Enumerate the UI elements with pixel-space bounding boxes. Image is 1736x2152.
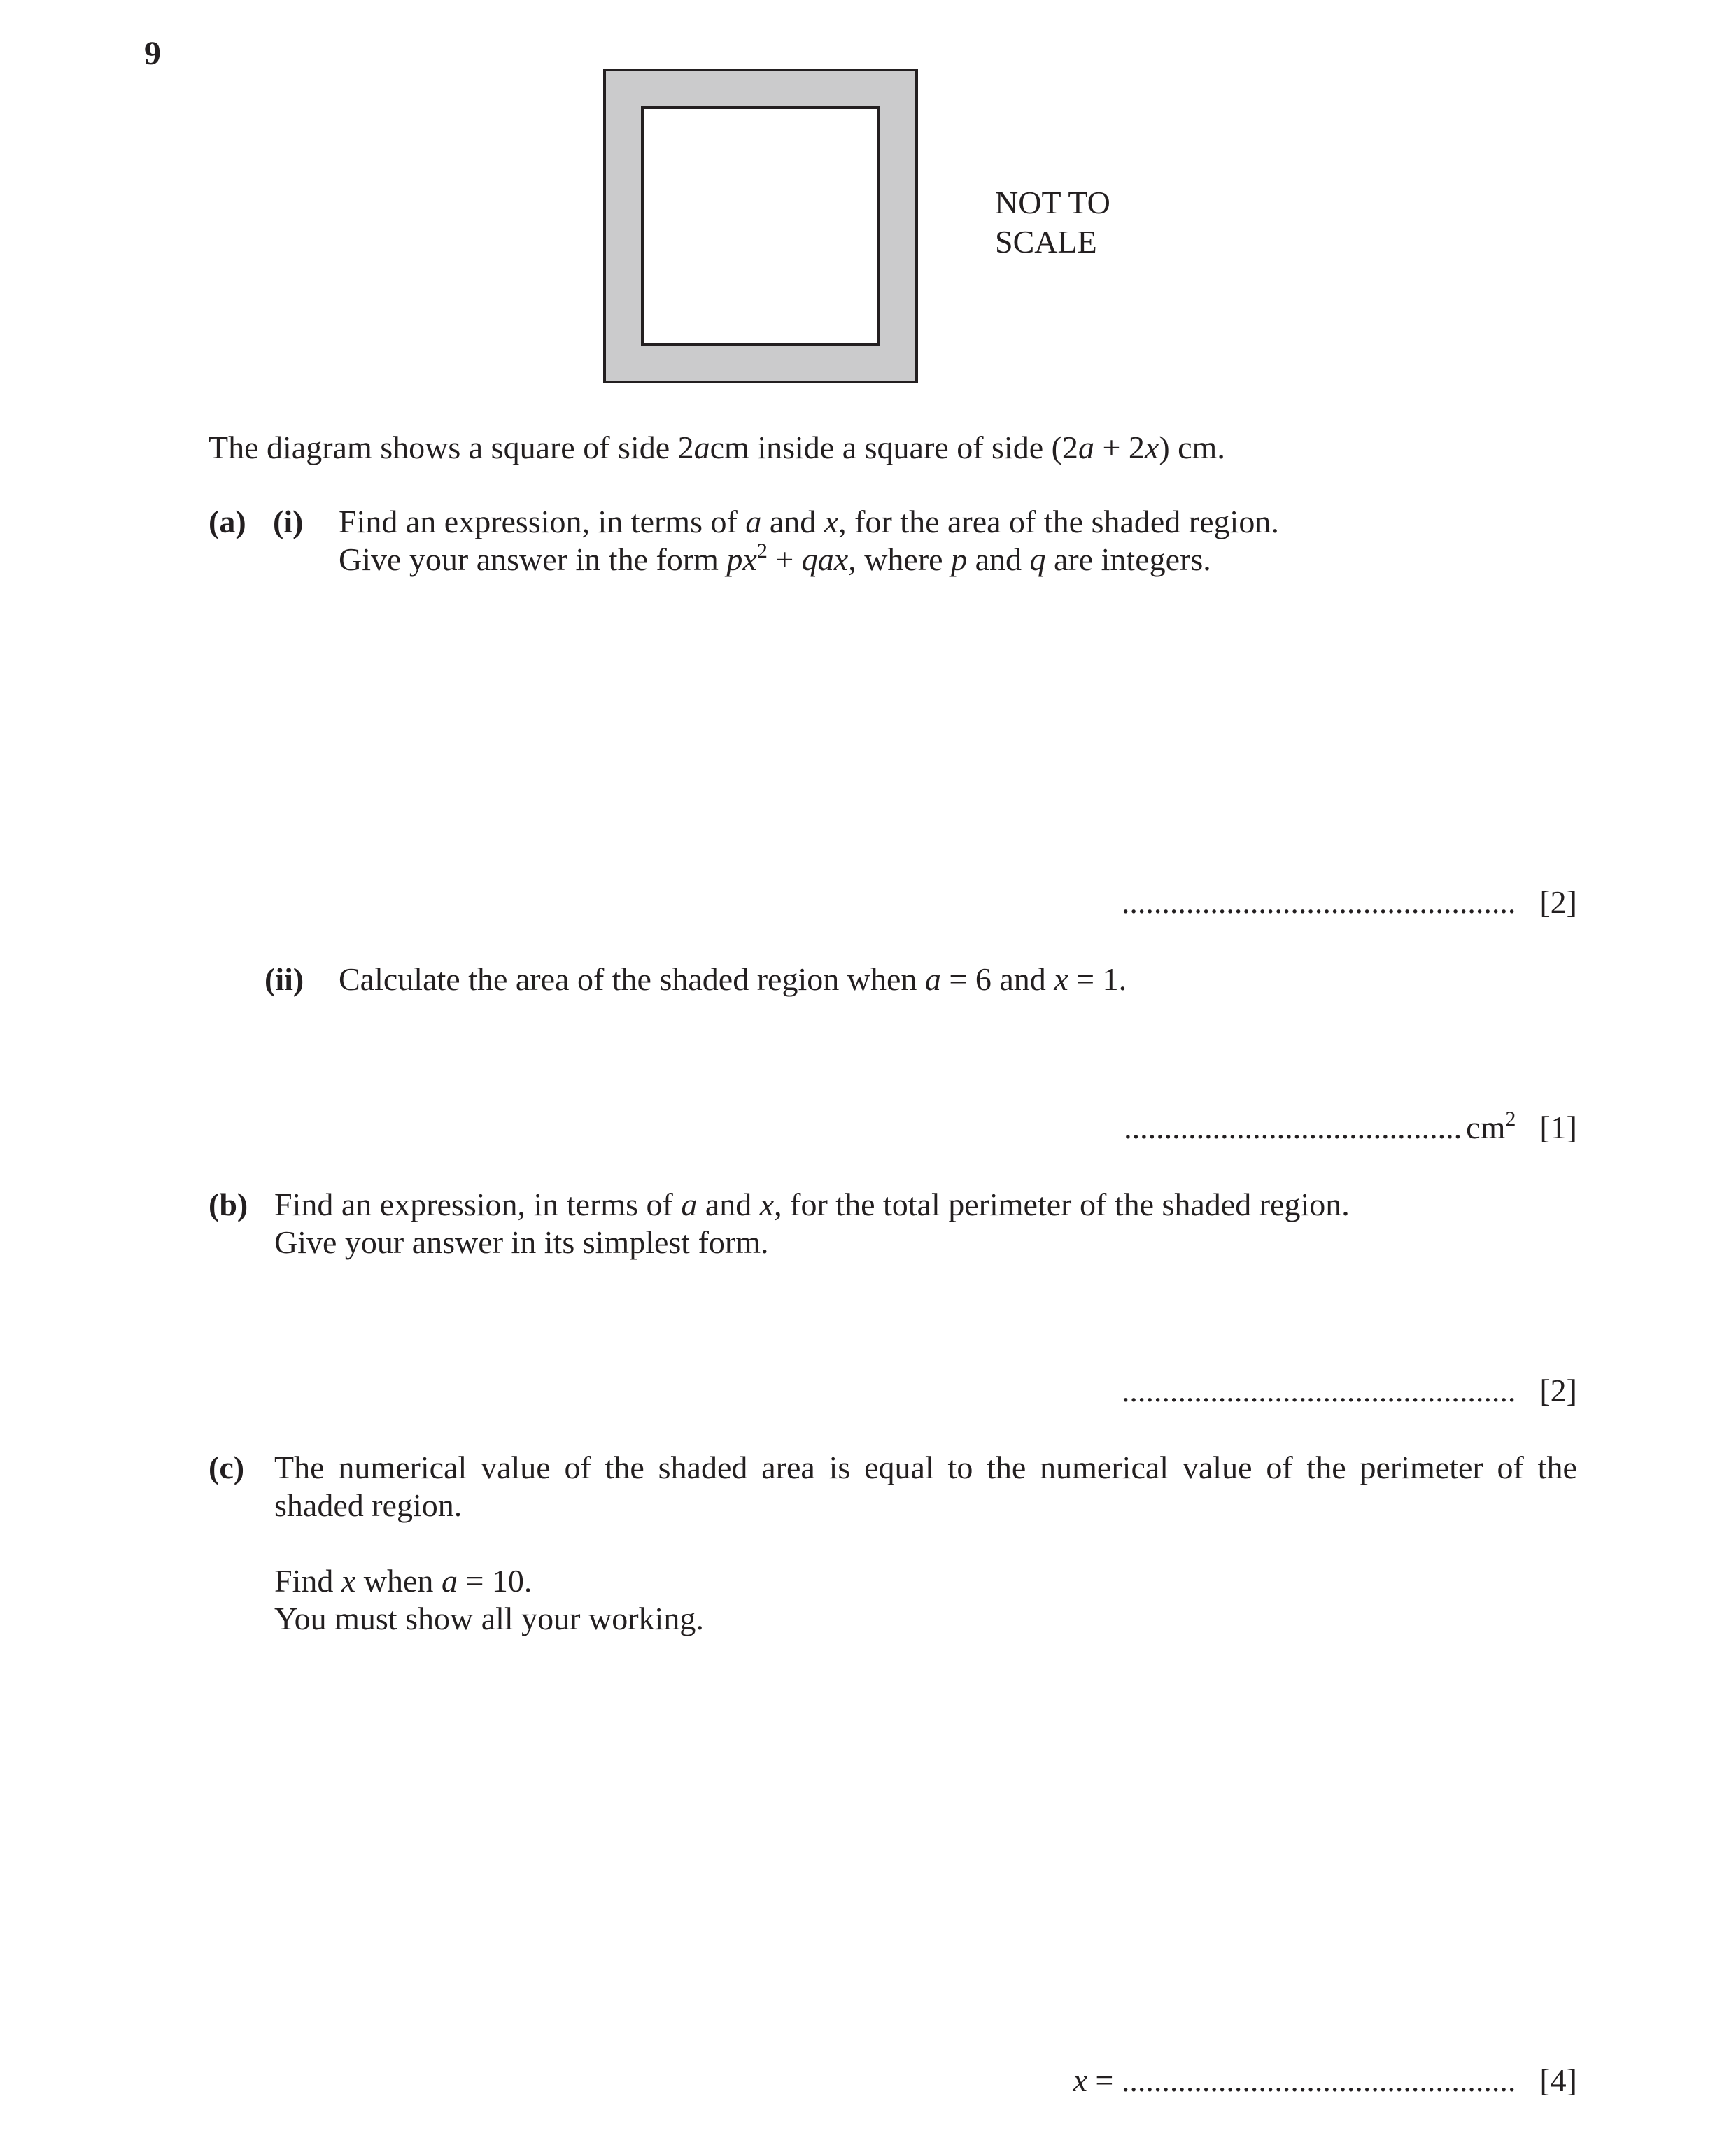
text: and bbox=[697, 1187, 760, 1222]
unit bbox=[1466, 1108, 1516, 1147]
not-to-scale-note bbox=[995, 183, 1110, 262]
square-frame-diagram bbox=[603, 69, 918, 383]
word: shaded bbox=[658, 1450, 748, 1485]
word: perimeter bbox=[1360, 1450, 1483, 1485]
word: the bbox=[1306, 1450, 1346, 1485]
text: Find bbox=[274, 1563, 341, 1599]
text: and bbox=[967, 541, 1030, 577]
answer-line-a-ii[interactable] bbox=[1124, 1108, 1577, 1147]
unit-text: cm bbox=[1466, 1110, 1506, 1145]
question-stem bbox=[209, 428, 1225, 467]
part-b-line-2: Give your answer in its simplest form. bbox=[274, 1224, 769, 1260]
unit-superscript: 2 bbox=[1505, 1107, 1516, 1131]
part-a-i-line-2 bbox=[339, 540, 1211, 579]
inner-square bbox=[642, 108, 879, 344]
text: are integers. bbox=[1045, 541, 1211, 577]
var-a: a bbox=[745, 504, 762, 539]
var-a: a bbox=[681, 1187, 698, 1222]
var-p: p bbox=[951, 541, 968, 577]
var-a: a bbox=[441, 1563, 458, 1599]
text: when bbox=[355, 1563, 442, 1599]
answer-dots[interactable]: ................................................. bbox=[1121, 2062, 1516, 2098]
answer-dots[interactable]: ................................................. bbox=[1121, 884, 1516, 920]
text: + bbox=[767, 541, 802, 577]
answer-line-c[interactable] bbox=[1073, 2061, 1577, 2100]
var-x: x bbox=[759, 1187, 775, 1222]
var-a: a bbox=[924, 961, 941, 997]
text: = 6 and bbox=[940, 961, 1054, 997]
part-c-line-4: You must show all your working. bbox=[274, 1601, 704, 1636]
stem-var-a2: a bbox=[1078, 430, 1094, 465]
text: , where bbox=[848, 541, 952, 577]
var-q: q bbox=[1029, 541, 1046, 577]
word: value bbox=[1182, 1450, 1252, 1485]
text: = 10. bbox=[457, 1563, 532, 1599]
answer-eq: = bbox=[1087, 2062, 1122, 2098]
expr-px: px bbox=[726, 541, 757, 577]
marks: [2] bbox=[1539, 884, 1577, 920]
marks: [2] bbox=[1539, 1373, 1577, 1408]
text: Find an expression, in terms of bbox=[274, 1187, 682, 1222]
text: , for the total perimeter of the shaded region. bbox=[774, 1187, 1350, 1222]
word: of bbox=[564, 1450, 591, 1485]
word: area bbox=[761, 1450, 815, 1485]
word: equal bbox=[864, 1450, 934, 1485]
word: of bbox=[1266, 1450, 1293, 1485]
text: Calculate the area of the shaded region when bbox=[339, 961, 925, 997]
part-a-i-line-1 bbox=[339, 502, 1279, 541]
word: numerical bbox=[1040, 1450, 1169, 1485]
part-a-ii-label: (ii) bbox=[264, 961, 304, 997]
text: = 1. bbox=[1068, 961, 1127, 997]
word: The bbox=[274, 1450, 325, 1485]
word: numerical bbox=[338, 1450, 467, 1485]
part-c-line-2: shaded region. bbox=[274, 1487, 463, 1523]
text: Give your answer in the form bbox=[339, 541, 727, 577]
part-b-label: (b) bbox=[209, 1187, 248, 1222]
part-c-line-3 bbox=[274, 1562, 532, 1600]
note-line-1: NOT TO bbox=[995, 185, 1110, 220]
answer-line-a-i[interactable] bbox=[1122, 883, 1577, 921]
part-c-label: (c) bbox=[209, 1450, 245, 1485]
word: of bbox=[1497, 1450, 1524, 1485]
answer-line-b[interactable] bbox=[1122, 1371, 1577, 1410]
word: value bbox=[481, 1450, 551, 1485]
stem-var-x: x bbox=[1144, 430, 1159, 465]
answer-dots[interactable]: ................................................. bbox=[1121, 1373, 1516, 1408]
part-a-label: (a) bbox=[209, 504, 246, 539]
word: the bbox=[1537, 1450, 1577, 1485]
word: is bbox=[828, 1450, 851, 1485]
part-b-line-1 bbox=[274, 1185, 1350, 1224]
marks: [1] bbox=[1539, 1110, 1577, 1145]
stem-mid: cm inside a square of side (2 bbox=[710, 430, 1078, 465]
part-a-i-label: (i) bbox=[273, 504, 304, 539]
stem-pre: The diagram shows a square of side 2 bbox=[209, 430, 694, 465]
marks: [4] bbox=[1539, 2062, 1577, 2098]
stem-var-a: a bbox=[693, 430, 710, 465]
word: to bbox=[947, 1450, 973, 1485]
var-x: x bbox=[1054, 961, 1068, 997]
answer-dots[interactable]: .......................................... bbox=[1124, 1110, 1462, 1145]
var-x: x bbox=[824, 504, 839, 539]
stem-post: ) cm. bbox=[1159, 430, 1225, 465]
note-line-2: SCALE bbox=[995, 224, 1097, 260]
text: and bbox=[761, 504, 824, 539]
part-c-line-1 bbox=[274, 1448, 1577, 1487]
part-a-ii-text bbox=[339, 960, 1127, 998]
text: , for the area of the shaded region. bbox=[838, 504, 1279, 539]
word: the bbox=[987, 1450, 1026, 1485]
expr-qax: qax bbox=[801, 541, 849, 577]
superscript: 2 bbox=[756, 539, 768, 562]
var-x: x bbox=[341, 1563, 356, 1599]
answer-var: x bbox=[1073, 2062, 1087, 2098]
text: Find an expression, in terms of bbox=[339, 504, 746, 539]
stem-plus: + 2 bbox=[1094, 430, 1145, 465]
question-number: 9 bbox=[144, 35, 161, 72]
word: the bbox=[605, 1450, 644, 1485]
